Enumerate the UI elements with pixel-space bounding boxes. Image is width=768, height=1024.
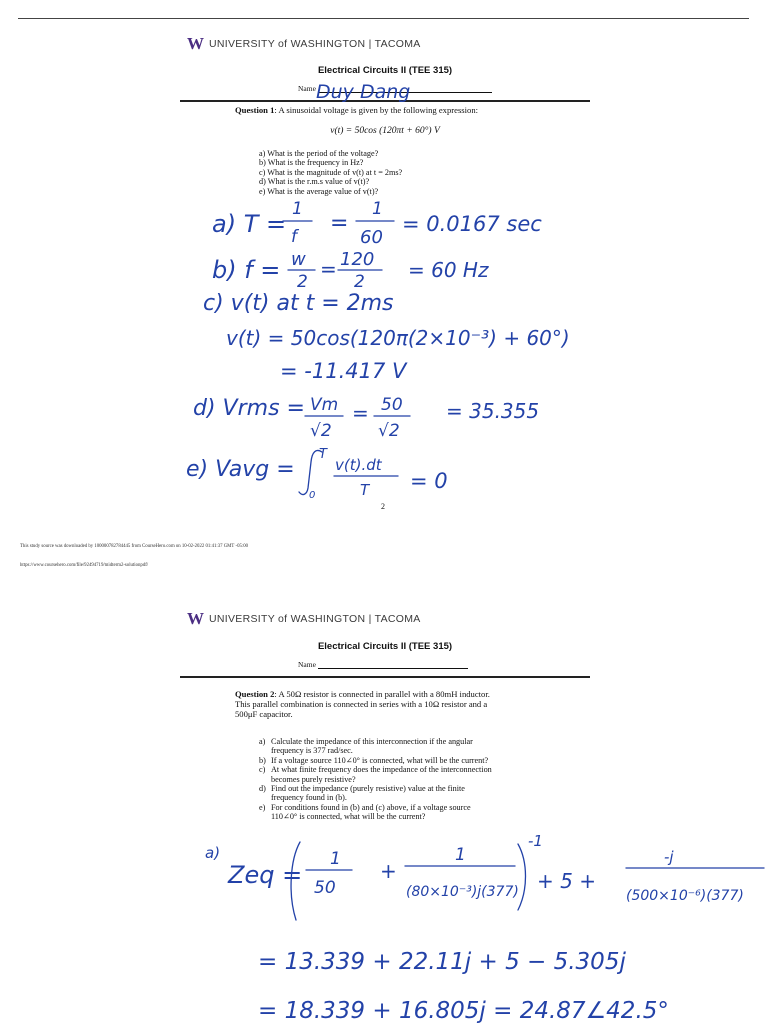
answer2-f2-num: 1 (455, 845, 466, 865)
download-notice: This study source was downloaded by 100000782784445 from CourseHero.com on 10-02-2022 01:41:37 GMT -05:00 (20, 544, 249, 549)
answer-a-lhs: a) T = (212, 210, 287, 238)
question-label: Question 1 (235, 105, 275, 115)
answer2-f2-den: (80×10⁻³)j(377) (406, 884, 519, 900)
list-item: c) What is the magnitude of v(t) at t = 2ms? (259, 167, 403, 177)
answer-b-frac2-num: 120 (340, 249, 375, 270)
answer-d-lhs: d) Vrms = (193, 396, 305, 421)
answer-a-frac1-num: 1 (292, 199, 303, 219)
list-item: e) For conditions found in (b) and (c) above, if a voltage source 110∠0° is connected, what will be the current? (259, 802, 471, 822)
answer-b-frac1-den: 2 (297, 272, 308, 292)
question-line: 500μF capacitor. (235, 709, 293, 719)
question-label: Question 2 (235, 689, 275, 699)
answer2-f3-num: -j (664, 848, 674, 866)
answer-b-eq: = (320, 257, 337, 281)
answer-c-line1: c) v(t) at t = 2ms (203, 291, 394, 316)
list-item: b) What is the frequency in Hz? (259, 158, 364, 168)
answer-d-frac1-den: √2 (310, 421, 332, 441)
answer-b-lhs: b) f = (212, 256, 281, 284)
answer-e-int-lower: 0 (309, 490, 316, 501)
answer2-zeq: Zeq = (228, 861, 303, 889)
answer-e-lhs: e) Vavg = (186, 457, 295, 482)
list-item: e) What is the average value of v(t)? (259, 186, 379, 196)
answer-a-frac2-den: 60 (360, 227, 383, 248)
voltage-equation: v(t) = 50cos (120πt + 60°) V (330, 126, 440, 136)
close-paren-icon (518, 844, 526, 910)
handwritten-name: Duy Dang (316, 81, 411, 103)
answer-d-frac1-num: Vm (310, 395, 339, 415)
answer-d-frac2-num: 50 (381, 395, 403, 415)
answer-b-frac2-den: 2 (354, 272, 365, 292)
answer2-f3-den: (500×10⁻⁶)(377) (626, 888, 744, 904)
list-item: b) If a voltage source 110∠0° is connected, what will be the current? (259, 755, 489, 765)
name-label: Name (298, 660, 316, 669)
answer-a-mid: = (330, 211, 349, 236)
answer-a-result: = 0.0167 sec (402, 212, 542, 236)
name-label: Name (298, 84, 316, 93)
answer-d-frac2-den: √2 (378, 421, 400, 441)
list-item: a) Calculate the impedance of this interconnection if the angular frequency is 377 rad/sec. (259, 737, 473, 756)
answer-e-den: T (360, 481, 370, 499)
answer2-line3: = 18.339 + 16.805j = 24.87∠42.5° (258, 998, 669, 1024)
answer-d-eq: = (352, 401, 369, 425)
answer-a-frac2-num: 1 (372, 199, 383, 219)
answer2-f1-den: 50 (314, 878, 336, 898)
answer-c-line2: v(t) = 50cos(120π(2×10⁻³) + 60°) (226, 326, 570, 350)
question-text: : A sinusoidal voltage is given by the following expression: (274, 105, 479, 115)
list-item: d) What is the r.m.s value of v(t)? (259, 177, 370, 187)
answer2-f1-num: 1 (330, 849, 341, 869)
list-item: d) Find out the impedance (purely resistive) value at the finite frequency found in (b). (259, 784, 465, 803)
answer2-plus5: + 5 + (537, 869, 596, 893)
list-item: a) What is the period of the voltage? (259, 149, 379, 158)
course-title-2: Electrical Circuits II (TEE 315) (317, 641, 453, 652)
answer-b-frac1-num: w (291, 249, 306, 270)
answer-c-line3: = -11.417 V (280, 359, 407, 383)
page-number: 2 (381, 502, 385, 511)
uw-w-logo-icon: W (187, 609, 203, 628)
answer-a-frac1-den: f (291, 227, 297, 247)
question-line: : A 50Ω resistor is connected in parallel with a 80mH inductor. (274, 689, 490, 699)
answer-e-num: v(t).dt (335, 456, 382, 474)
answer-b-result: = 60 Hz (408, 258, 489, 282)
university-name: UNIVERSITY of WASHINGTON | TACOMA (209, 38, 421, 50)
answer2-exp: -1 (528, 832, 543, 850)
university-name: UNIVERSITY of WASHINGTON | TACOMA (209, 613, 421, 625)
course-title: Electrical Circuits II (TEE 315) (317, 65, 453, 76)
answer2-a-label: a) (205, 844, 221, 862)
list-item: c) At what finite frequency does the impedance of the interconnection becomes purely resistive? (259, 765, 492, 784)
answer-e-int-upper: T (319, 447, 327, 462)
answer2-line2: = 13.339 + 22.11j + 5 − 5.305j (258, 949, 626, 975)
answer-e-result: = 0 (410, 469, 448, 493)
answer2-plus1: + (380, 859, 397, 883)
answer-d-result: = 35.355 (446, 399, 540, 423)
question-line: This parallel combination is connected in series with a 10Ω resistor and a (235, 699, 488, 709)
source-url: https://www.coursehero.com/file/92494719/midterm2-solutionpdf/ (20, 563, 149, 568)
uw-w-logo-icon: W (187, 34, 203, 53)
